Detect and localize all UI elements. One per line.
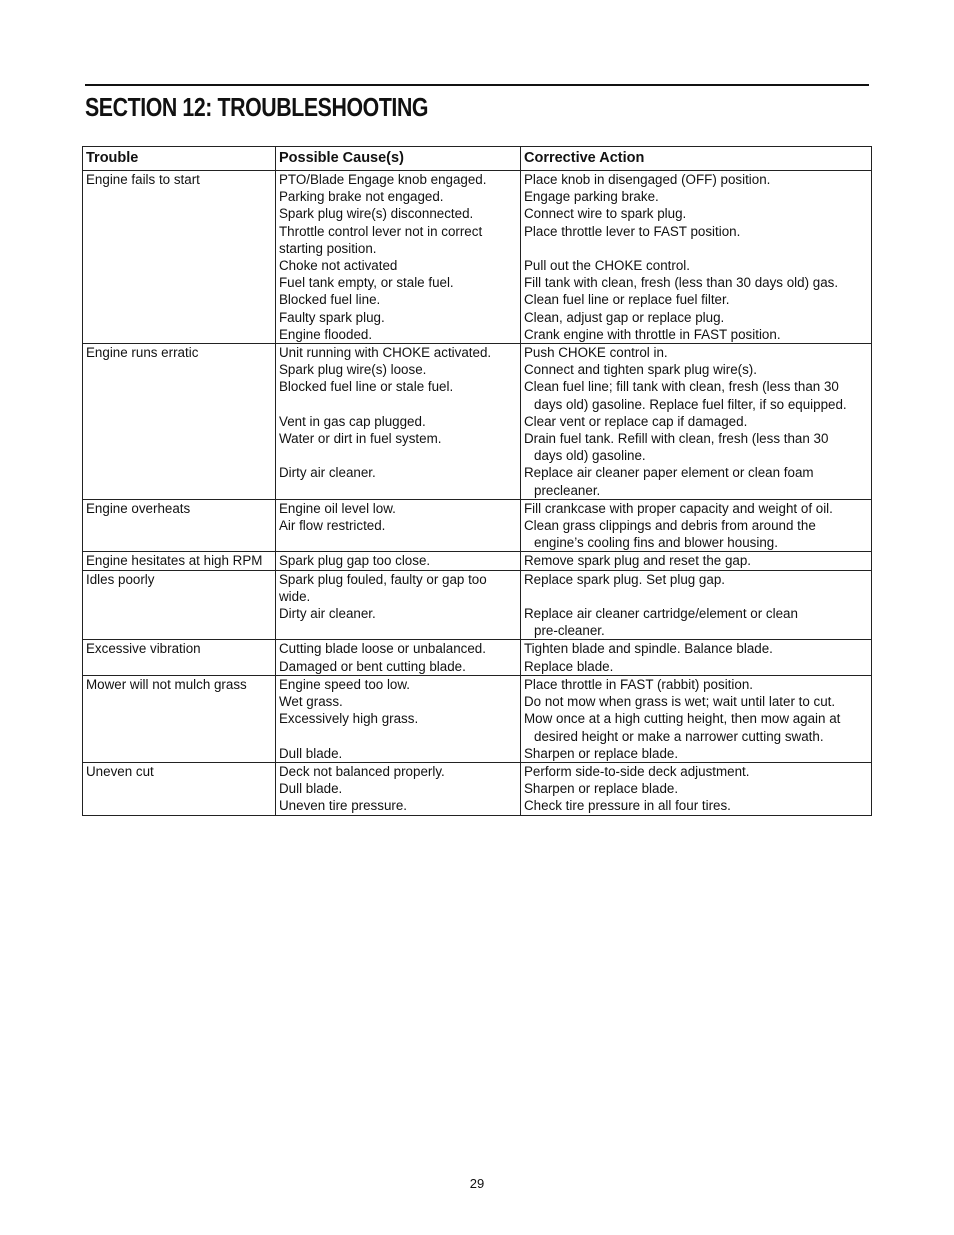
cause-line: Unit running with CHOKE activated. [279,345,492,361]
action-line: Replace air cleaner cartridge/element or clean [524,606,798,622]
action-line: days old) gasoline. [534,448,646,464]
action-line: Replace air cleaner paper element or clean foam [524,465,814,481]
cause-line: Throttle control lever not in correct [279,223,483,239]
action-line: days old) gasoline. Replace fuel filter, if so equipped. [534,396,847,412]
action-line: engine’s cooling fins and blower housing. [534,535,778,551]
cause-line: Dull blade. [279,781,343,797]
action-line: Check tire pressure in all four tires. [524,798,731,814]
table-row [83,570,872,640]
causes-cell [276,675,521,762]
causes-cell [276,762,521,815]
trouble-text: Engine fails to start [86,172,200,187]
action-line: Push CHOKE control in. [524,345,668,361]
table-row [83,675,872,762]
trouble-cell [83,344,276,500]
trouble-cell [83,762,276,815]
cause-line [279,622,518,639]
trouble-text: Mower will not mulch grass [86,676,247,692]
table-header-row [83,147,872,171]
cause-line: Engine flooded. [279,326,373,342]
cause-line: Blocked fuel line or stale fuel. [279,379,454,395]
action-line: Connect and tighten spark plug wire(s). [524,362,757,378]
cause-line: starting position. [279,240,377,256]
causes-cell [276,499,521,552]
action-line: Sharpen or replace blade. [524,745,679,761]
trouble-text: Uneven cut [86,763,154,779]
action-line: precleaner. [534,482,601,498]
causes-cell [276,570,521,640]
cause-line: Parking brake not engaged. [279,189,444,205]
page-number: 29 [469,1176,485,1191]
cause-line: Damaged or bent cutting blade. [279,658,466,674]
action-line: Drain fuel tank. Refill with clean, fresh (less than 30 [524,431,829,447]
action-line: Perform side-to-side deck adjustment. [524,763,750,779]
action-line: Pull out the CHOKE control. [524,258,690,274]
cause-line: Blocked fuel line. [279,292,381,308]
actions-cell [521,762,872,815]
actions-cell [521,171,872,344]
table-row [83,640,872,675]
trouble-text: Engine overheats [86,500,191,516]
causes-cell [276,344,521,500]
table-row [83,552,872,570]
action-line: Clean, adjust gap or replace plug. [524,309,725,325]
action-line: Place knob in disengaged (OFF) position. [524,172,771,187]
cause-line [279,447,518,464]
trouble-cell [83,171,276,344]
action-line: Fill tank with clean, fresh (less than 30 days old) gas. [524,275,839,291]
action-line: Place throttle lever to FAST position. [524,223,741,239]
cause-line: Air flow restricted. [279,518,386,534]
header-trouble: Trouble [83,147,276,171]
header-corrective-action: Corrective Action [521,147,872,171]
header-possible-causes: Possible Cause(s) [276,147,521,171]
cause-line: Uneven tire pressure. [279,798,408,814]
cause-line: PTO/Blade Engage knob engaged. [279,172,487,187]
cause-line [279,482,518,499]
trouble-cell [83,552,276,570]
action-line: pre-cleaner. [534,623,605,639]
actions-cell [521,640,872,675]
action-line: Remove spark plug and reset the gap. [524,553,752,569]
cause-line [279,728,518,745]
action-line: Place throttle in FAST (rabbit) position. [524,676,753,692]
actions-cell [521,552,872,570]
action-line: Engage parking brake. [524,189,659,205]
cause-line: Spark plug wire(s) disconnected. [279,206,474,222]
table-row [83,499,872,552]
cause-line: Wet grass. [279,694,343,710]
cause-line: Spark plug wire(s) loose. [279,362,427,378]
cause-line: Dirty air cleaner. [279,465,376,481]
cause-line: Dirty air cleaner. [279,606,376,622]
table-row [83,762,872,815]
causes-cell [276,640,521,675]
trouble-text: Idles poorly [86,571,155,587]
table-row [83,344,872,500]
action-line: Clear vent or replace cap if damaged. [524,413,748,429]
action-line: Replace spark plug. Set plug gap. [524,571,725,587]
table-row [83,171,872,344]
section-title: SECTION 12: TROUBLESHOOTING [85,92,429,122]
cause-line: Spark plug gap too close. [279,553,431,569]
cause-line: Deck not balanced properly. [279,763,445,779]
cause-line: Choke not activated [279,258,398,274]
cause-line: wide. [279,588,311,604]
top-rule [85,84,869,86]
action-line [524,240,869,257]
actions-cell [521,570,872,640]
cause-line: Engine speed too low. [279,676,411,692]
cause-line: Faulty spark plug. [279,309,385,325]
action-line [524,588,869,605]
trouble-cell [83,640,276,675]
cause-line: Fuel tank empty, or stale fuel. [279,275,454,291]
cause-line: Dull blade. [279,745,343,761]
trouble-cell [83,675,276,762]
cause-line: Cutting blade loose or unbalanced. [279,641,486,657]
cause-line: Engine oil level low. [279,500,396,516]
cause-line [279,534,518,551]
cause-line: Excessively high grass. [279,711,419,727]
trouble-text: Excessive vibration [86,641,201,657]
action-line: Mow once at a high cutting height, then mow again at [524,711,841,727]
trouble-cell [83,499,276,552]
action-line: Crank engine with throttle in FAST position. [524,326,781,342]
trouble-cell [83,570,276,640]
actions-cell [521,344,872,500]
actions-cell [521,499,872,552]
table-body [83,171,872,816]
trouble-text: Engine runs erratic [86,345,199,361]
action-line: desired height or make a narrower cutting swath. [534,728,824,744]
action-line: Clean fuel line; fill tank with clean, fresh (less than 30 [524,379,839,395]
actions-cell [521,675,872,762]
action-line: Clean fuel line or replace fuel filter. [524,292,730,308]
cause-line: Water or dirt in fuel system. [279,431,442,447]
action-line: Fill crankcase with proper capacity and weight of oil. [524,500,833,516]
troubleshooting-table [82,146,872,816]
action-line: Replace blade. [524,658,614,674]
cause-line: Spark plug fouled, faulty or gap too [279,571,487,587]
action-line: Tighten blade and spindle. Balance blade. [524,641,773,657]
cause-line [279,396,518,413]
action-line: Do not mow when grass is wet; wait until later to cut. [524,694,836,710]
action-line: Clean grass clippings and debris from around the [524,518,816,534]
trouble-text: Engine hesitates at high RPM [86,553,263,569]
causes-cell [276,171,521,344]
causes-cell [276,552,521,570]
action-line: Sharpen or replace blade. [524,781,679,797]
action-line: Connect wire to spark plug. [524,206,687,222]
cause-line: Vent in gas cap plugged. [279,413,426,429]
